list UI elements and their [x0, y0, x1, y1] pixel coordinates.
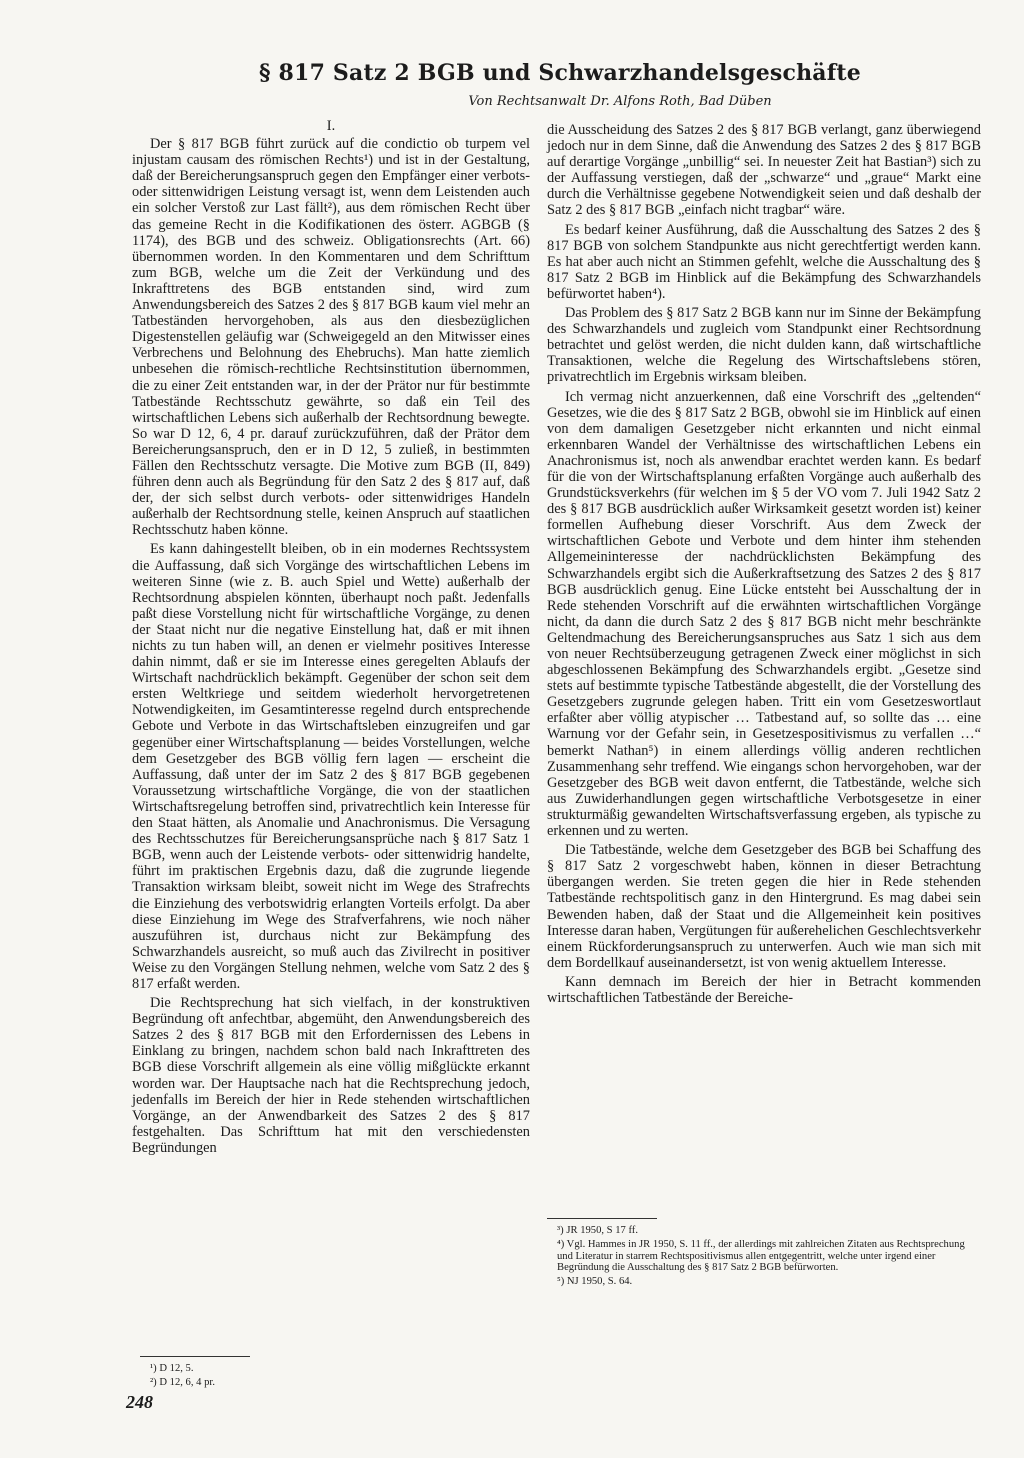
- footnote-divider: [140, 1356, 250, 1357]
- footnote-divider: [547, 1218, 657, 1219]
- paragraph: Kann demnach im Bereich der hier in Betracht kommenden wirtschaftlichen Tatbestände der Bereiche-: [547, 973, 981, 1006]
- paragraph: Es bedarf keiner Ausführung, daß die Ausschaltung des Satzes 2 des § 817 BGB von solchem Standpunkte aus nicht gerechtfertigt werden kann. Es hat aber auch nicht an Stimmen gefehlt, welche die Ausschaltung des § 817 Satz 2 BGB im Hinblick auf die Bekämpfung des Schwarzhandels befürwortet haben⁴).: [547, 221, 981, 302]
- footnotes-left: [140, 1356, 520, 1391]
- paragraph: Es kann dahingestellt bleiben, ob in ein modernes Rechtssystem die Auffassung, daß sich Vorgänge des wirtschaftlichen Lebens im weiteren Sinne (wie z. B. auch Spiel und Wette) außerhalb der Rechtsordnung abspielen könnten, überhaupt noch paßt. Jedenfalls paßt diese Vorstellung nicht für wirtschaftliche Vorgänge, zu denen der Staat nicht nur die negative Einstellung hat, daß er mit ihnen nichts zu tun haben will, an denen er vielmehr positives Interesse dahin nimmt, daß er sie im Interesse eines geregelten Ablaufs der Wirtschaft nachdrücklich bekämpft. Gegenüber der schon seit dem ersten Weltkriege und seitdem wiederholt hervorgetretenen Notwendigkeiten, im Gesamtinteresse regelnd durch entsprechende Gebote und Verbote in das Wirtschaftsleben einzugreifen und gar gegenüber einer Wirtschaftsplanung — beides Vorstellungen, welche dem Gesetzgeber des BGB völlig fern lagen — erscheint die Auffassung, daß unter der im Satz 2 des § 817 BGB gegebenen Voraussetzung wirtschaftliche Vorgänge, die von der staatlichen Wirtschaftsregelung betroffen sind, privatrechtlich kein Interesse für den Staat hätten, als Anomalie und Anachronismus. Die Versagung des Rechtsschutzes für Bereicherungsansprüche nach § 817 Satz 1 BGB, wenn auch der Leistende verbots- oder sittenwidrig handelte, führt im praktischen Ergebnis dazu, daß die zugrunde liegende Transaktion wirksam bleibt, soweit nicht im Wege des Strafrechts die Einziehung des verbotswidrig erlangten Vorteils erfolgt. Da aber diese Einziehung im Wege des Strafverfahrens, wie noch näher auszuführen ist, durchaus nicht zur Bekämpfung des Schwarzhandels ausreicht, so muß auch das Zivilrecht in positiver Weise zu den Vorgängen Stellung nehmen, welche vom Satz 2 des § 817 erfaßt werden.: [132, 541, 530, 992]
- page-number: 248: [126, 1392, 153, 1412]
- paragraph: Ich vermag nicht anzuerkennen, daß eine Vorschrift des „geltenden“ Gesetzes, wie die des § 817 Satz 2 BGB, obwohl sie im Hinblick auf einen von dem damaligen Gesetzgeber nicht erkannten und nicht einmal erkennbaren Wandel der Verhältnisse des wirtschaftlichen Lebens ein Anachronismus ist, noch als anwendbar erachtet werden kann. Es bedarf für die von der Wirtschaftsplanung erfaßten Vorgänge auch außerhalb des Grundstücksverkehrs (für welchen im § 5 der VO vom 7. Juli 1942 Satz 2 des § 817 BGB ausdrücklich außer Wirksamkeit gesetzt worden ist) keiner formellen Aufhebung dieser Vorschrift. Aus dem Zweck der wirtschaftlichen Gebote und Verbote und dem hinter ihm stehenden Allgemeininteresse der nachdrücklichsten Bekämpfung des Schwarzhandels ergibt sich die Außerkraftsetzung des Satzes 2 des § 817 BGB ausdrücklich genug. Eine Lücke entsteht bei Ausschaltung der in Rede stehenden Vorschrift auf die erwähnten wirtschaftlichen Vorgänge nicht, da dann die durch Satz 2 des § 817 BGB nicht mehr beschränkte Geltendmachung des Bereicherungsanspruches aus Satz 1 sich aus dem von neuer Rechtsüberzeugung getragenen Zweck einer möglichst in sich abgeschlossenen Bekämpfung des Schwarzhandels ergibt. „Gesetze sind stets auf bestimmte typische Tatbestände abgestellt, die der Vorstellung des Gesetzgebers zugrunde gelegen haben. Tritt ein vom Gesetzeswortlaut erfaßter aber völlig atypischer … Tatbestand auf, so sollte das … eine Warnung vor der Gefahr sein, in Gesetzespositivismus zu verfallen …“ bemerkt Nathan⁵) in einem allerdings völlig anderen rechtlichen Zusammenhang sehr treffend. Wie eingangs schon hervorgehoben, war der Gesetzgeber des BGB weit davon entfernt, die Tatbestände, welche sich aus Zuwiderhandlungen gegen wirtschaftliche Verbotsgesetze in einer strukturmäßig gewandelten Wirtschaftsverfassung ergeben, als typische zu erkennen und zu werten.: [547, 388, 981, 840]
- footnotes-right: [547, 1218, 981, 1290]
- paragraph: die Ausscheidung des Satzes 2 des § 817 BGB verlangt, ganz überwiegend jedoch nur in dem Sinne, daß die Anwendung des Satzes 2 des § 817 BGB auf derartige Vorgänge „unbillig“ sei. In neuester Zeit hat Bastian³) sich zu der Auffassung verstiegen, daß der „schwarze“ und „graue“ Markt eine durch die Verhältnisse gegebene Notwendigkeit seien und daß deshalb der Satz 2 des § 817 BGB „einfach nicht tragbar“ wäre.: [547, 122, 981, 219]
- left-column: [132, 118, 530, 1156]
- right-column: [547, 122, 981, 1006]
- footnote: ⁴) Vgl. Hammes in JR 1950, S. 11 ff., der allerdings mit zahlreichen Zitaten aus Rechtsprechung und Literatur in starrem Rechtspositivismus allen entgegentritt, welche unter irgend einer Begründung die Ausschaltung des § 817 Satz 2 BGB befürworten.: [557, 1238, 965, 1274]
- article-byline: Von Rechtsanwalt Dr. Alfons Roth, Bad Düben: [468, 94, 772, 109]
- paragraph: Die Tatbestände, welche dem Gesetzgeber des BGB bei Schaffung des § 817 Satz 2 vorgeschwebt haben, können in dieser Betrachtung übergangen werden. Sie treten gegen die hier in Rede stehenden Tatbestände rechtspolitisch ganz in den Hintergrund. Es mag dabei sein Bewenden haben, daß der Staat und die Allgemeinheit kein positives Interesse daran haben, Vergütungen für außerehelichen Geschlechtsverkehr einem Rückforderungsanspruch zu unterwerfen. Auch wie man sich mit dem Bordellkauf auseinandersetzt, ist von wenig aktuellem Interesse.: [547, 842, 981, 971]
- paragraph: Das Problem des § 817 Satz 2 BGB kann nur im Sinne der Bekämpfung des Schwarzhandels und zugleich vom Standpunkt einer Rechtsordnung betrachtet und gelöst werden, die nicht dulden kann, daß wirtschaftliche Transaktionen, welche die Regelung des Wirtschaftslebens stören, privatrechtlich im Ergebnis wirksam bleiben.: [547, 305, 981, 386]
- paragraph: Der § 817 BGB führt zurück auf die condictio ob turpem vel injustam causam des römischen Rechts¹) und ist in der Gestaltung, daß der Bereicherungsanspruch gegen den Empfänger einer verbots- oder sittenwidrigen Leistung versagt ist, wenn dem Leistenden auch ein solcher Verstoß zur Last fällt²), aus dem römischen Recht über das gemeine Recht in die Kodifikationen des österr. AGBGB (§ 1174), des BGB und des schweiz. Obligationsrechts (Art. 66) übernommen worden. In den Kommentaren und dem Schrifttum zum BGB, welche um die Zeit der Verkündung und des Inkrafttretens des BGB entstanden sind, wird zum Anwendungsbereich des Satzes 2 des § 817 BGB kaum viel mehr an Tatbeständen hervorgehoben, als aus den diesbezüglichen Digestenstellen geläufig war (Schweigegeld an den Mitwisser eines Verbrechens und Belohnung des Ehebruchs). Man hatte ziemlich unbesehen die römisch-rechtliche Rechtsinstitution übernommen, die zu einer Zeit entstanden war, in der der Prätor nur für bestimmte Tatbestände Rechtsschutz gewährte, so daß ein Teil des wirtschaftlichen Lebens sich außerhalb der Rechtsordnung bewegte. So war D 12, 6, 4 pr. darauf zurückzuführen, daß der Prätor dem Bereicherungsanspruch, den er in D 12, 5 zuließ, in bestimmten Fällen den Rechtsschutz versagte. Die Motive zum BGB (II, 849) führen denn auch als Begründung für den Satz 2 des § 817 auf, daß der, der sich selbst durch verbots- oder sittenwidriges Handeln außerhalb der Rechtsordnung stelle, keinen Anspruch auf staatlichen Rechtsschutz haben könne.: [132, 136, 530, 539]
- footnote: ¹) D 12, 5.: [150, 1363, 194, 1374]
- footnote: ³) JR 1950, S 17 ff.: [557, 1225, 638, 1236]
- paragraph: Die Rechtsprechung hat sich vielfach, in der konstruktiven Begründung oft anfechtbar, abgemüht, den Anwendungsbereich des Satzes 2 des § 817 BGB mit den Erfordernissen des Lebens in Einklang zu bringen, nachdem schon bald nach Inkrafttreten des BGB diese Vorschrift allgemein als eine völlig mißglückte erkannt worden war. Der Hauptsache nach hat die Rechtsprechung jedoch, jedenfalls im Bereich der hier in Rede stehenden wirtschaftlichen Vorgänge, an der Anwendbarkeit des Satzes 2 des § 817 festgehalten. Das Schrifttum hat mit den verschiedensten Begründungen: [132, 995, 530, 1156]
- footnote: ²) D 12, 6, 4 pr.: [150, 1376, 215, 1388]
- section-number: I.: [326, 118, 336, 134]
- footnote: ⁵) NJ 1950, S. 64.: [557, 1276, 633, 1288]
- article-title: § 817 Satz 2 BGB und Schwarzhandelsgeschäfte: [258, 60, 861, 86]
